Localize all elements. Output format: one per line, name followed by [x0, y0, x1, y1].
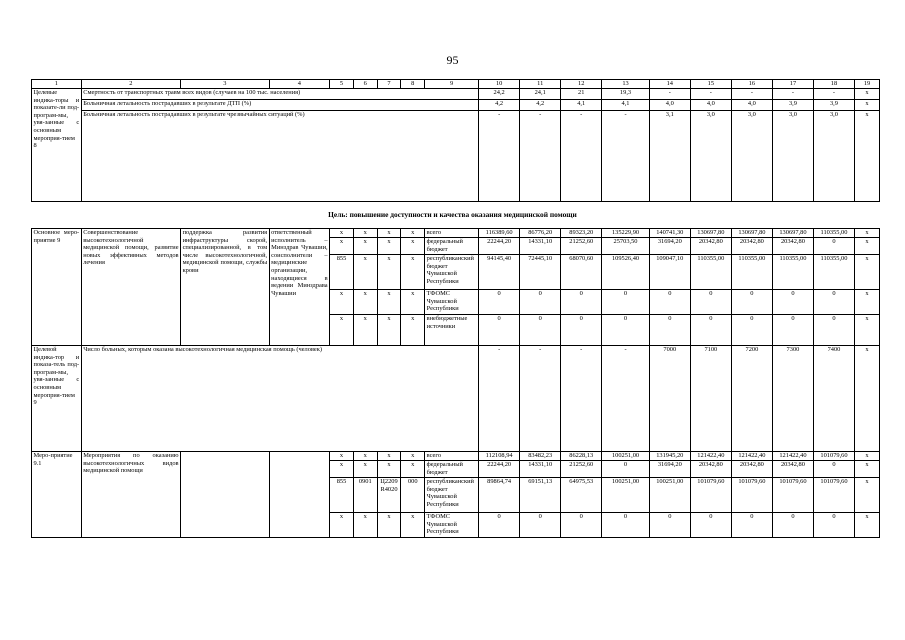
code-cell: x	[330, 229, 354, 238]
value-cell: 0	[520, 290, 561, 315]
col-num: 3	[181, 80, 270, 89]
col-num: 1	[32, 80, 82, 89]
value-cell: x	[855, 346, 880, 452]
event-name: Совершенствование высокотехнологичной медицинской помощи, развитие новых эффективных методов лечения	[81, 229, 180, 346]
value-cell: 4,1	[602, 100, 650, 111]
target-block-label: Целевой индика-тор и показа-тель под-програм-мы, увя-занные с основным мероприя-тием 9	[32, 346, 82, 452]
value-cell: x	[855, 111, 880, 202]
funding-source: ТФОМС Чувашской Республики	[425, 513, 479, 538]
value-cell: 24,1	[520, 89, 561, 100]
value-cell: x	[855, 89, 880, 100]
code-cell: x	[353, 238, 377, 255]
value-cell: 0	[690, 290, 731, 315]
table-row	[32, 229, 880, 238]
indicator-text: Больничная летальность пострадавших в результате чрезвычайных ситуаций (%)	[81, 111, 478, 202]
value-cell: 0	[813, 513, 854, 538]
value-cell: 3,0	[690, 111, 731, 202]
code-cell: x	[401, 290, 425, 315]
code-cell: x	[330, 513, 354, 538]
value-cell: 94145,40	[479, 255, 520, 290]
value-cell: 31694,20	[649, 238, 690, 255]
value-cell: x	[855, 315, 880, 346]
value-cell: 69151,13	[520, 478, 561, 513]
value-cell: 4,0	[649, 100, 690, 111]
table-row	[32, 100, 880, 111]
table-row	[32, 89, 880, 100]
code-cell: x	[353, 452, 377, 461]
value-cell: -	[731, 89, 772, 100]
value-cell: 4,2	[479, 100, 520, 111]
column-number-row	[32, 80, 880, 89]
value-cell: 14331,10	[520, 238, 561, 255]
value-cell: 4,0	[690, 100, 731, 111]
value-cell: -	[772, 89, 813, 100]
value-cell: -	[602, 111, 650, 202]
value-cell: 109047,10	[649, 255, 690, 290]
code-cell: x	[377, 513, 401, 538]
value-cell: 4,0	[731, 100, 772, 111]
value-cell: x	[855, 100, 880, 111]
value-cell: 7100	[690, 346, 731, 452]
value-cell: 130697,80	[772, 229, 813, 238]
table-row	[32, 111, 880, 202]
col-num: 13	[602, 80, 650, 89]
funding-source: федеральный бюджет	[425, 461, 479, 478]
indicator-text: Больничная летальность пострадавших в результате ДТП (%)	[81, 100, 478, 111]
value-cell: 0	[690, 315, 731, 346]
value-cell: 20342,80	[772, 461, 813, 478]
code-cell: x	[353, 229, 377, 238]
indicator-text: Смертность от транспортных травм всех видов (случаев на 100 тыс. населения)	[81, 89, 478, 100]
code-cell: x	[401, 315, 425, 346]
value-cell: -	[479, 111, 520, 202]
event-9-1-section	[32, 452, 880, 538]
code-cell: x	[377, 461, 401, 478]
value-cell: -	[479, 346, 520, 452]
value-cell: 0	[520, 315, 561, 346]
value-cell: -	[649, 89, 690, 100]
code-cell: x	[330, 315, 354, 346]
value-cell: 0	[561, 513, 602, 538]
col-num: 9	[425, 80, 479, 89]
table-row	[32, 452, 880, 461]
funding-source: ТФОМС Чувашской Республики	[425, 290, 479, 315]
funding-source: всего	[425, 229, 479, 238]
value-cell: -	[813, 89, 854, 100]
value-cell: 7200	[731, 346, 772, 452]
code-cell: 0901	[353, 478, 377, 513]
value-cell: 0	[602, 290, 650, 315]
value-cell: 7300	[772, 346, 813, 452]
code-cell: x	[377, 290, 401, 315]
value-cell: 72445,10	[520, 255, 561, 290]
value-cell: 140741,30	[649, 229, 690, 238]
value-cell: 0	[731, 290, 772, 315]
col-num: 6	[353, 80, 377, 89]
funding-source: республиканский бюджет Чувашской Республики	[425, 255, 479, 290]
value-cell: 0	[731, 513, 772, 538]
value-cell: 3,9	[772, 100, 813, 111]
value-cell: 0	[561, 315, 602, 346]
code-cell: x	[330, 461, 354, 478]
value-cell: 101079,60	[731, 478, 772, 513]
main-event-9-section	[32, 229, 880, 346]
table-row	[32, 346, 880, 452]
code-cell: x	[330, 238, 354, 255]
value-cell: 110355,00	[731, 255, 772, 290]
value-cell: 24,2	[479, 89, 520, 100]
value-cell: 21	[561, 89, 602, 100]
col-num: 15	[690, 80, 731, 89]
value-cell: 130697,80	[731, 229, 772, 238]
value-cell: x	[855, 478, 880, 513]
value-cell: 22244,20	[479, 461, 520, 478]
value-cell: 86228,13	[561, 452, 602, 461]
code-cell: x	[353, 315, 377, 346]
code-cell: x	[377, 229, 401, 238]
value-cell: 86776,20	[520, 229, 561, 238]
indicator-text: Число больных, которым оказана высокотехнологичная медицинская помощь (человек)	[81, 346, 478, 452]
value-cell: 101079,60	[690, 478, 731, 513]
value-cell: x	[855, 229, 880, 238]
value-cell: 0	[649, 315, 690, 346]
value-cell: 20342,80	[731, 461, 772, 478]
code-cell: Ц2209R4020	[377, 478, 401, 513]
value-cell: 121422,40	[772, 452, 813, 461]
code-cell: 855	[330, 255, 354, 290]
funding-source: внебюджетные источники	[425, 315, 479, 346]
col-num: 12	[561, 80, 602, 89]
value-cell: 101079,60	[772, 478, 813, 513]
value-cell: 116389,60	[479, 229, 520, 238]
value-cell: -	[690, 89, 731, 100]
value-cell: 110355,00	[772, 255, 813, 290]
value-cell: 0	[772, 290, 813, 315]
col-num: 14	[649, 80, 690, 89]
value-cell: x	[855, 290, 880, 315]
value-cell: 4,2	[520, 100, 561, 111]
event-label: Основное меро-приятие 9	[32, 229, 82, 346]
value-cell: 25703,50	[602, 238, 650, 255]
value-cell: 4,1	[561, 100, 602, 111]
value-cell: 21252,60	[561, 461, 602, 478]
value-cell: 101079,60	[813, 478, 854, 513]
col-num: 18	[813, 80, 854, 89]
event-goal: поддержка развития инфраструктуры скорой, специализированной, в том числе высокотехнологичной, медицинской помощи, службы крови	[181, 229, 270, 346]
value-cell: 131945,20	[649, 452, 690, 461]
value-cell: 0	[561, 290, 602, 315]
value-cell: 0	[602, 513, 650, 538]
code-cell: x	[377, 452, 401, 461]
col-num: 5	[330, 80, 354, 89]
value-cell: 0	[813, 461, 854, 478]
value-cell: 112108,94	[479, 452, 520, 461]
value-cell: 20342,80	[690, 238, 731, 255]
code-cell: x	[401, 461, 425, 478]
value-cell: 0	[520, 513, 561, 538]
empty-cell	[269, 452, 329, 538]
value-cell: 0	[772, 315, 813, 346]
value-cell: -	[561, 111, 602, 202]
target-block-label: Целевые индика-торы и показате-ли под-програм-мы, увя-занные с основным мероприя-тием 8	[32, 89, 82, 202]
value-cell: 3,0	[813, 111, 854, 202]
value-cell: 83482,23	[520, 452, 561, 461]
value-cell: 121422,40	[690, 452, 731, 461]
page-number: 95	[446, 53, 459, 67]
value-cell: 3,0	[772, 111, 813, 202]
value-cell: 89864,74	[479, 478, 520, 513]
value-cell: 3,9	[813, 100, 854, 111]
col-num: 17	[772, 80, 813, 89]
code-cell: x	[401, 255, 425, 290]
code-cell: 855	[330, 478, 354, 513]
value-cell: 19,3	[602, 89, 650, 100]
value-cell: 0	[479, 513, 520, 538]
value-cell: 64975,53	[561, 478, 602, 513]
funding-source: всего	[425, 452, 479, 461]
value-cell: 0	[649, 290, 690, 315]
value-cell: 3,0	[731, 111, 772, 202]
code-cell: x	[401, 513, 425, 538]
value-cell: 0	[813, 315, 854, 346]
col-num: 16	[731, 80, 772, 89]
value-cell: 0	[690, 513, 731, 538]
col-num: 8	[401, 80, 425, 89]
funding-table	[31, 228, 880, 538]
value-cell: 20342,80	[772, 238, 813, 255]
value-cell: 100251,00	[602, 478, 650, 513]
value-cell: -	[520, 346, 561, 452]
value-cell: 0	[731, 315, 772, 346]
value-cell: 0	[479, 290, 520, 315]
value-cell: 110355,00	[813, 255, 854, 290]
value-cell: 14331,10	[520, 461, 561, 478]
value-cell: 89323,20	[561, 229, 602, 238]
value-cell: 3,1	[649, 111, 690, 202]
col-num: 10	[479, 80, 520, 89]
value-cell: 0	[649, 513, 690, 538]
code-cell: 000	[401, 478, 425, 513]
value-cell: x	[855, 513, 880, 538]
code-cell: x	[401, 238, 425, 255]
value-cell: 31694,20	[649, 461, 690, 478]
value-cell: 101079,60	[813, 452, 854, 461]
goal-caption: Цель: повышение доступности и качества оказания медицинской помощи	[328, 210, 577, 219]
value-cell: 7400	[813, 346, 854, 452]
value-cell: 68070,60	[561, 255, 602, 290]
value-cell: 0	[772, 513, 813, 538]
value-cell: x	[855, 238, 880, 255]
value-cell: 109526,40	[602, 255, 650, 290]
code-cell: x	[377, 255, 401, 290]
value-cell: 0	[602, 461, 650, 478]
value-cell: x	[855, 461, 880, 478]
value-cell: 0	[813, 290, 854, 315]
value-cell: 20342,80	[690, 461, 731, 478]
code-cell: x	[353, 461, 377, 478]
value-cell: 21252,60	[561, 238, 602, 255]
value-cell: 0	[602, 315, 650, 346]
code-cell: x	[330, 452, 354, 461]
value-cell: 110355,00	[813, 229, 854, 238]
col-num: 4	[269, 80, 329, 89]
event-name: Мероприятия по оказанию высокотехнологичных видов медицинской помощи	[81, 452, 180, 538]
event-responsible: ответственный исполнитель – Минздрав Чувашии, соисполнители – медицинские организации, находящиеся в ведении Минздрава Чувашии	[269, 229, 329, 346]
funding-source: федеральный бюджет	[425, 238, 479, 255]
value-cell: 135229,90	[602, 229, 650, 238]
indicators-table-top	[31, 79, 880, 202]
code-cell: x	[330, 290, 354, 315]
code-cell: x	[353, 513, 377, 538]
value-cell: 100251,00	[602, 452, 650, 461]
code-cell: x	[377, 315, 401, 346]
value-cell: x	[855, 452, 880, 461]
value-cell: 22244,20	[479, 238, 520, 255]
code-cell: x	[401, 229, 425, 238]
value-cell: -	[602, 346, 650, 452]
funding-source: республиканский бюджет Чувашской Республики	[425, 478, 479, 513]
value-cell: x	[855, 255, 880, 290]
value-cell: 110355,00	[690, 255, 731, 290]
value-cell: -	[561, 346, 602, 452]
col-num: 19	[855, 80, 880, 89]
value-cell: 20342,80	[731, 238, 772, 255]
target-block-2-section	[32, 346, 880, 452]
value-cell: 130697,80	[690, 229, 731, 238]
col-num: 2	[81, 80, 180, 89]
col-num: 11	[520, 80, 561, 89]
value-cell: 100251,00	[649, 478, 690, 513]
value-cell: 7000	[649, 346, 690, 452]
value-cell: 0	[813, 238, 854, 255]
code-cell: x	[377, 238, 401, 255]
code-cell: x	[401, 452, 425, 461]
value-cell: 121422,40	[731, 452, 772, 461]
event-label: Меро-приятие 9.1	[32, 452, 82, 538]
col-num: 7	[377, 80, 401, 89]
value-cell: -	[520, 111, 561, 202]
value-cell: 0	[479, 315, 520, 346]
code-cell: x	[353, 290, 377, 315]
code-cell: x	[353, 255, 377, 290]
empty-cell	[181, 452, 270, 538]
